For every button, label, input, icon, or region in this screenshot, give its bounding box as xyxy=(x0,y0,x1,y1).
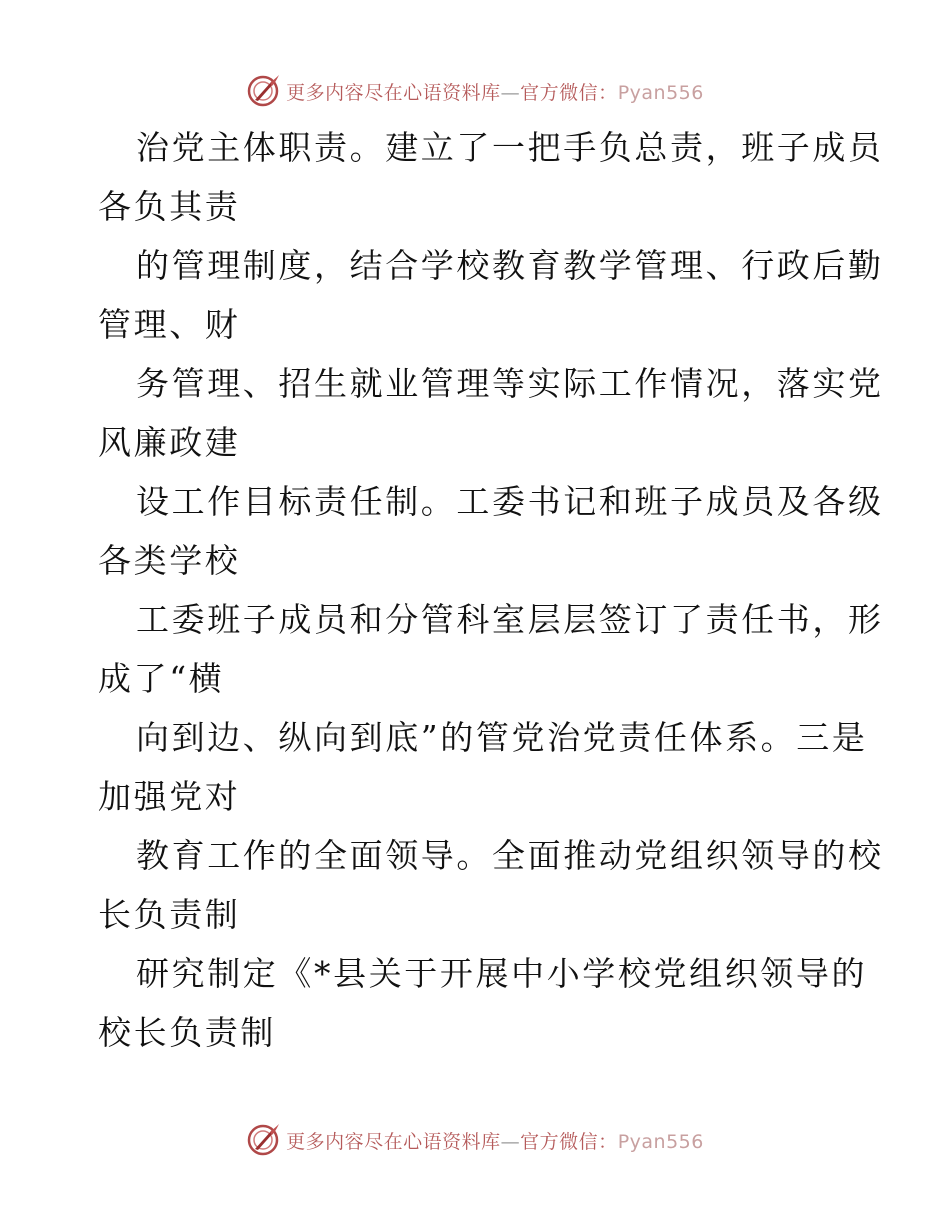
paragraph-line: 工委班子成员和分管科室层层签订了责任书，形 xyxy=(136,600,884,639)
paragraph-line: 的管理制度，结合学校教育教学管理、行政后勤 xyxy=(136,246,884,285)
paragraph-line: 治党主体职责。建立了一把手负总责，班子成员 xyxy=(136,128,884,167)
paragraph xyxy=(98,708,868,826)
quill-circle-icon xyxy=(246,74,280,108)
document-body xyxy=(98,118,884,1062)
paragraph-line: 设工作目标责任制。工委书记和班子成员及各级 xyxy=(136,482,884,521)
banner-wechat-label: 官方微信： xyxy=(520,1130,618,1153)
paragraph-line: 加强党对 xyxy=(98,777,241,816)
paragraph-line: 长负责制 xyxy=(98,895,241,934)
footer-banner xyxy=(0,1120,950,1160)
paragraph xyxy=(98,944,868,1062)
header-banner xyxy=(0,71,950,111)
paragraph-line: 向到边、纵向到底”的管党治党责任体系。三是 xyxy=(136,718,868,757)
paragraph xyxy=(98,354,884,472)
banner-separator: — xyxy=(500,1130,521,1153)
banner-main-text: 更多内容尽在心语资料库 xyxy=(286,1130,501,1153)
paragraph-line: 研究制定《*县关于开展中小学校党组织领导的 xyxy=(136,954,868,993)
paragraph xyxy=(98,118,884,236)
paragraph-line: 风廉政建 xyxy=(98,423,241,462)
banner-wechat-label: 官方微信： xyxy=(520,81,618,104)
paragraph-line: 务管理、招生就业管理等实际工作情况，落实党 xyxy=(136,364,884,403)
paragraph-line: 校长负责制 xyxy=(98,1013,276,1052)
banner-wechat-id: Pyan556 xyxy=(617,81,704,104)
paragraph-line: 成了“横 xyxy=(98,659,225,698)
paragraph xyxy=(98,236,884,354)
banner-main-text: 更多内容尽在心语资料库 xyxy=(286,81,501,104)
paragraph xyxy=(98,472,884,590)
banner-text xyxy=(286,78,704,105)
banner-wechat-id: Pyan556 xyxy=(617,1130,704,1153)
paragraph xyxy=(98,826,884,944)
banner-separator: — xyxy=(500,81,521,104)
paragraph-line: 管理、财 xyxy=(98,305,241,344)
paragraph xyxy=(98,590,884,708)
banner-text xyxy=(286,1127,704,1154)
paragraph-line: 各负其责 xyxy=(98,187,241,226)
paragraph-line: 各类学校 xyxy=(98,541,241,580)
quill-circle-icon xyxy=(246,1123,280,1157)
paragraph-line: 教育工作的全面领导。全面推动党组织领导的校 xyxy=(136,836,884,875)
